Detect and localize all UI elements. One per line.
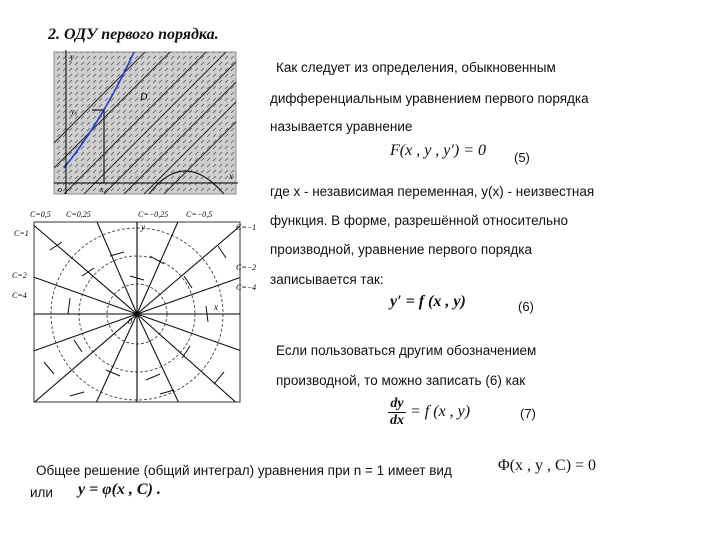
explicit-solution-formula: y = φ(x , C) . <box>78 481 161 498</box>
equation-6: y′ = f (x , y) <box>390 293 466 310</box>
equation-7-number: (7) <box>520 406 536 421</box>
section-title: 2. ОДУ первого порядка. <box>48 26 219 43</box>
equation-7-rhs: = f (x , y) <box>410 403 471 421</box>
or-text: или <box>30 485 53 500</box>
y-axis-label: y <box>70 52 74 62</box>
region-label: D <box>140 92 148 103</box>
x0-label: x₀ <box>100 185 107 194</box>
fraction-numerator: dy <box>388 396 406 413</box>
isocline-label-c05: C=0,5 <box>30 210 51 219</box>
isocline-label-cm025: C=−0,25 <box>138 210 169 219</box>
derivative-fraction <box>388 396 406 429</box>
equation-5-number: (5) <box>514 150 530 165</box>
isocline-label-c4: C=4 <box>12 291 27 300</box>
text-line-3: называется уравнение <box>270 119 413 134</box>
x-axis-label: x <box>214 302 218 312</box>
text-line-7: записывается так: <box>270 272 384 287</box>
text-line-9: производной, то можно записать (6) как <box>276 373 526 388</box>
equation-7 <box>388 396 470 429</box>
isocline-label-cm2: C=−2 <box>236 263 257 272</box>
isocline-label-c1: C=1 <box>14 229 29 238</box>
origin-label: 0 <box>128 317 132 326</box>
equation-5: F(x , y , y′) = 0 <box>390 142 487 159</box>
isocline-figure <box>10 206 272 406</box>
isocline-label-cm4: C=−4 <box>236 283 257 292</box>
isocline-label-c025: C=0,25 <box>66 210 91 219</box>
text-line-6: производной, уравнение первого порядка <box>270 242 532 257</box>
y0-label: y₀ <box>71 107 78 116</box>
text-line-8: Если пользоваться другим обозначением <box>276 343 537 358</box>
slope-field-figure <box>44 48 240 200</box>
equation-6-number: (6) <box>518 299 534 314</box>
text-line-2: дифференциальным уравнением первого порядка <box>270 91 589 106</box>
isocline-label-c2: C=2 <box>12 271 27 280</box>
text-line-4: где х - независимая переменная, y(x) - неизвестная <box>270 184 595 199</box>
y-axis-label: y <box>141 222 145 232</box>
origin-label: o <box>58 185 62 194</box>
fraction-denominator: dx <box>390 413 404 428</box>
x-axis-label: x <box>229 171 233 181</box>
isocline-label-cm1: C=−1 <box>236 223 257 232</box>
general-solution-text: Общее решение (общий интеграл) уравнения при n = 1 имеет вид <box>36 463 452 478</box>
general-integral-formula: Φ(x , y , C) = 0 <box>498 457 597 474</box>
isocline-label-cm05: C=−0,5 <box>186 210 213 219</box>
text-line-1: Как следует из определения, обыкновенным <box>276 60 556 75</box>
text-line-5: функция. В форме, разрешённой относительно <box>270 213 569 228</box>
